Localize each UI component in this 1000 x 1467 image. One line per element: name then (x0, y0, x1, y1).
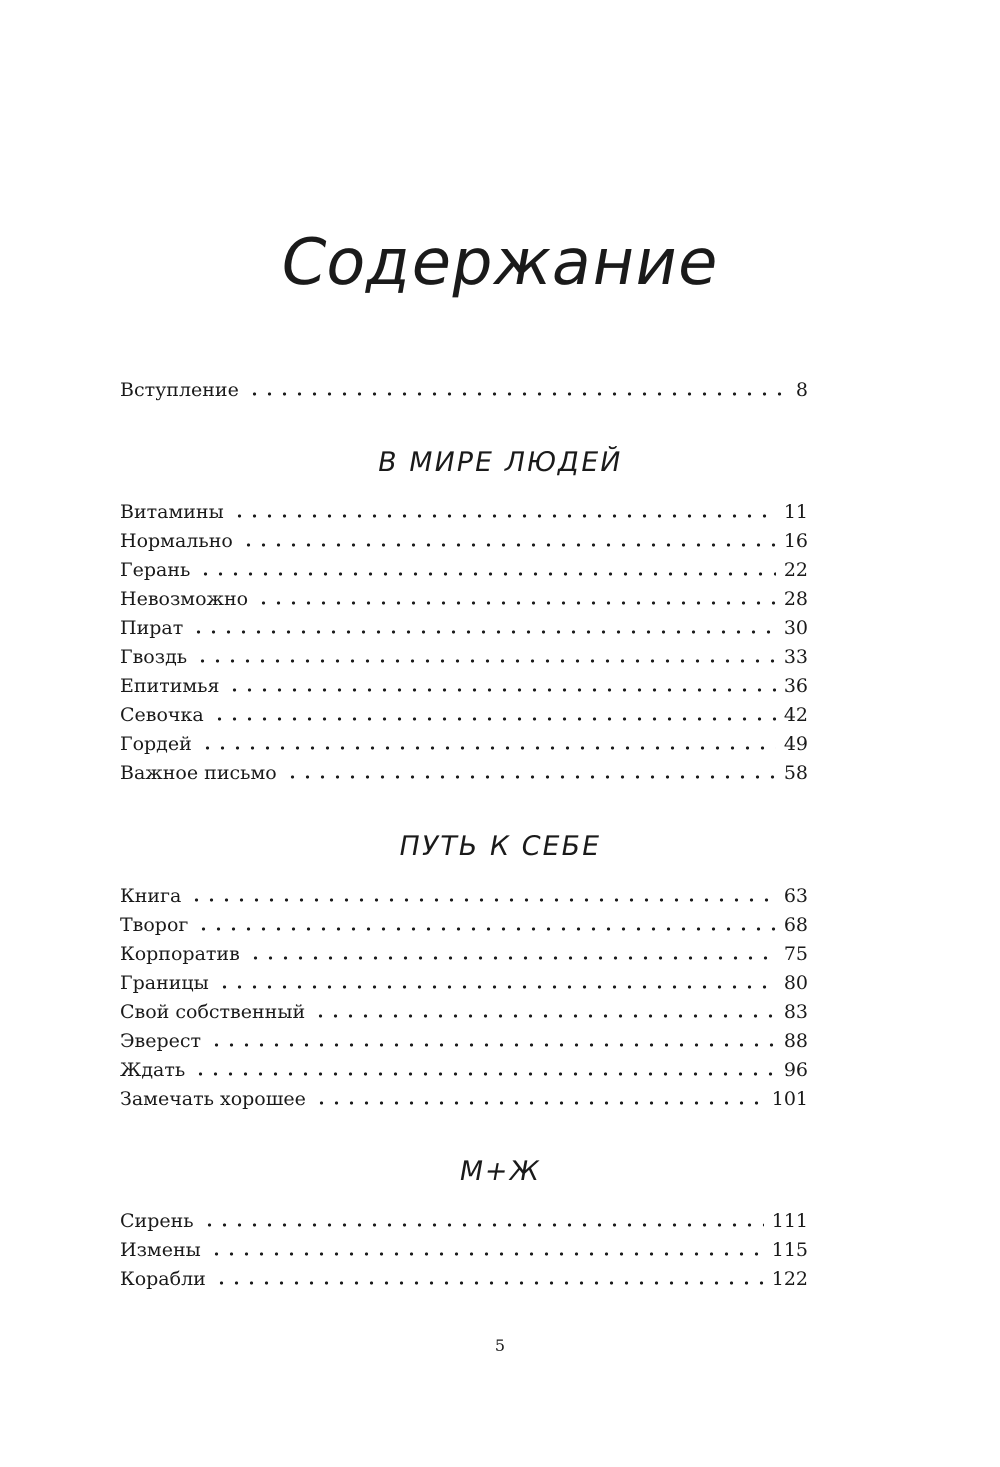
toc-entry-title: Вступление (120, 379, 239, 401)
toc-entry-title: Замечать хорошее (120, 1088, 306, 1110)
dot-leader (212, 716, 776, 722)
toc-entry-page: 8 (795, 379, 808, 401)
toc-entry-page: 58 (783, 762, 808, 784)
toc-entry-page: 63 (783, 885, 808, 907)
toc-entry (120, 585, 808, 614)
toc-entry-page: 16 (783, 530, 808, 552)
dot-leader (214, 1280, 764, 1286)
toc-entry-title: Пират (120, 617, 184, 639)
toc-entry (120, 730, 808, 759)
toc-entry-title: Герань (120, 559, 191, 581)
toc-entry-page: 11 (783, 501, 808, 523)
toc-entry-page: 122 (771, 1268, 808, 1290)
toc-entry-intro (120, 376, 808, 405)
toc-entry-page: 49 (783, 733, 808, 755)
toc-entry (120, 1236, 808, 1265)
toc-entry-title: Нормально (120, 530, 233, 552)
section-heading-m-plus-zh: М+Ж (456, 1156, 544, 1187)
toc-entry-title: Гвоздь (120, 646, 188, 668)
toc-entry-title: Корабли (120, 1268, 206, 1290)
toc-entry-title: Корпоратив (120, 943, 240, 965)
dot-leader (248, 955, 776, 961)
toc-entry (120, 759, 808, 788)
dot-leader (232, 513, 776, 519)
dot-leader (227, 687, 775, 693)
toc-entry-page: 22 (783, 559, 808, 581)
toc-entry (120, 1085, 808, 1114)
toc-entry-title: Гордей (120, 733, 192, 755)
toc-entry-title: Измены (120, 1239, 201, 1261)
dot-leader (256, 600, 776, 606)
toc-entry (120, 998, 808, 1027)
toc-entry (120, 882, 808, 911)
toc-entry (120, 911, 808, 940)
dot-leader (209, 1251, 764, 1257)
dot-leader (196, 926, 775, 932)
toc-entry-title: Творог (120, 914, 189, 936)
dot-leader (195, 658, 776, 664)
dot-leader (189, 897, 775, 903)
toc-entry-page: 115 (771, 1239, 808, 1261)
dot-leader (285, 774, 776, 780)
toc-entry (120, 1027, 808, 1056)
dot-leader (198, 571, 775, 577)
toc-entry-page: 75 (783, 943, 808, 965)
toc-entry (120, 643, 808, 672)
toc-entry-title: Границы (120, 972, 209, 994)
toc-entry (120, 498, 808, 527)
toc-entry-title: Книга (120, 885, 182, 907)
toc-entry (120, 1265, 808, 1294)
toc-entry-page: 68 (783, 914, 808, 936)
toc-entry (120, 556, 808, 585)
toc-entry-page: 42 (783, 704, 808, 726)
toc-entry-title: Эверест (120, 1030, 202, 1052)
toc-entry (120, 527, 808, 556)
toc-entry-page: 83 (783, 1001, 808, 1023)
toc-entry-page: 111 (771, 1210, 808, 1232)
dot-leader (217, 984, 776, 990)
toc-entry (120, 701, 808, 730)
toc-entry-title: Важное письмо (120, 762, 277, 784)
toc-entry-page: 30 (783, 617, 808, 639)
section-heading-put-k-sebe: ПУТЬ К СЕБЕ (396, 831, 604, 862)
toc-entry (120, 1056, 808, 1085)
toc-entry (120, 614, 808, 643)
dot-leader (241, 542, 776, 548)
page-number: 5 (494, 1336, 506, 1355)
toc-entry-title: Невозможно (120, 588, 249, 610)
toc-entry-page: 33 (783, 646, 808, 668)
dot-leader (193, 1071, 776, 1077)
page-title: Содержание (274, 225, 726, 300)
toc-entry-title: Епитимья (120, 675, 220, 697)
toc-entry-page: 88 (783, 1030, 808, 1052)
dot-leader (313, 1013, 776, 1019)
toc-entry-page: 101 (771, 1088, 808, 1110)
dot-leader (247, 391, 786, 397)
toc-entry (120, 940, 808, 969)
toc-entry-title: Ждать (120, 1059, 186, 1081)
toc-entry-title: Свой собственный (120, 1001, 306, 1023)
toc-entry-page: 36 (783, 675, 808, 697)
toc-entry-page: 80 (783, 972, 808, 994)
dot-leader (191, 629, 776, 635)
toc-entry (120, 1207, 808, 1236)
section-heading-v-mire-lyudey: В МИРЕ ЛЮДЕЙ (375, 447, 625, 478)
toc-entry (120, 969, 808, 998)
toc-entry-title: Севочка (120, 704, 204, 726)
toc-entry-page: 28 (783, 588, 808, 610)
dot-leader (314, 1100, 764, 1106)
dot-leader (200, 745, 776, 751)
toc-entry-page: 96 (783, 1059, 808, 1081)
toc-entry-title: Сирень (120, 1210, 194, 1232)
toc-entry (120, 672, 808, 701)
toc-entry-title: Витамины (120, 501, 224, 523)
dot-leader (202, 1222, 764, 1228)
dot-leader (209, 1042, 776, 1048)
